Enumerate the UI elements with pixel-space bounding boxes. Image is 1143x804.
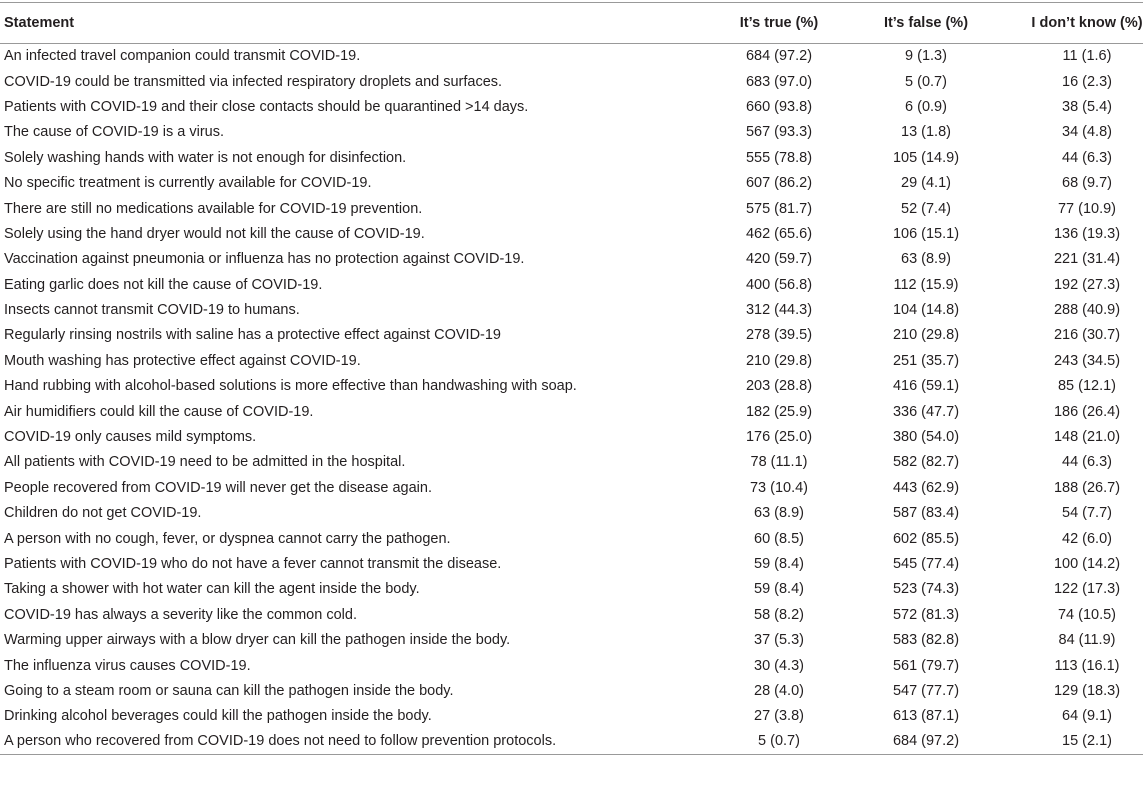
cell-dont-know: 186 (26.4)	[1053, 403, 1121, 420]
cell-its-false: 380 (54.0)	[892, 429, 960, 446]
cell-dont-know: 44 (6.3)	[1062, 454, 1112, 471]
cell-its-true: 462 (65.6)	[745, 225, 813, 242]
table-row	[0, 475, 1143, 500]
cell-its-false: 13 (1.8)	[901, 124, 951, 141]
cell-dont-know: 188 (26.7)	[1053, 479, 1121, 496]
cell-dont-know: 15 (2.1)	[981, 729, 1143, 754]
cell-its-false: 210 (29.8)	[892, 327, 960, 344]
cell-its-false: 561 (79.7)	[892, 657, 960, 674]
cell-statement: No specific treatment is currently available for COVID-19.	[4, 175, 372, 192]
cell-its-false: 602 (85.5)	[892, 530, 960, 547]
table-row	[0, 653, 1143, 678]
cell-its-true: 567 (93.3)	[745, 124, 813, 141]
header-its-true: It’s true (%)	[657, 3, 827, 44]
cell-dont-know: 288 (40.9)	[1053, 302, 1121, 319]
table-row	[0, 399, 1143, 424]
cell-its-true: 555 (78.8)	[745, 149, 813, 166]
cell-statement: COVID-19 could be transmitted via infected respiratory droplets and surfaces.	[4, 73, 503, 90]
cell-its-true: 660 (93.8)	[745, 98, 813, 115]
header-its-false: It’s false (%)	[827, 3, 981, 44]
cell-its-true: 37 (5.3)	[754, 632, 804, 649]
cell-its-true: 210 (29.8)	[745, 352, 813, 369]
cell-its-false: 416 (59.1)	[892, 378, 960, 395]
cell-its-true: 203 (28.8)	[745, 378, 813, 395]
cell-its-false: 547 (77.7)	[892, 682, 960, 699]
cell-its-false: 684 (97.2)	[827, 729, 981, 754]
table-row	[0, 221, 1143, 246]
table-row	[0, 247, 1143, 272]
cell-statement: Mouth washing has protective effect against COVID-19.	[4, 352, 361, 369]
table-row	[0, 196, 1143, 221]
cell-dont-know: 84 (11.9)	[1058, 632, 1116, 649]
cell-its-true: 73 (10.4)	[749, 479, 809, 496]
statements-table	[0, 2, 1143, 755]
cell-its-false: 105 (14.9)	[892, 149, 960, 166]
cell-dont-know: 44 (6.3)	[1062, 149, 1112, 166]
cell-its-true: 60 (8.5)	[754, 530, 804, 547]
table-row	[0, 170, 1143, 195]
header-statement: Statement	[0, 3, 657, 44]
cell-statement: Regularly rinsing nostrils with saline has a protective effect against COVID-19	[4, 327, 501, 344]
cell-its-true: 312 (44.3)	[745, 302, 813, 319]
cell-its-false: 545 (77.4)	[892, 556, 960, 572]
cell-its-true: 176 (25.0)	[745, 429, 813, 446]
cell-dont-know: 16 (2.3)	[1062, 73, 1112, 90]
cell-statement: Solely washing hands with water is not enough for disinfection.	[4, 149, 407, 166]
table-row	[0, 526, 1143, 551]
cell-dont-know: 216 (30.7)	[1053, 327, 1121, 344]
cell-statement: Going to a steam room or sauna can kill the pathogen inside the body.	[4, 682, 454, 699]
cell-its-false: 572 (81.3)	[892, 606, 960, 623]
cell-its-false: 5 (0.7)	[905, 73, 947, 90]
cell-statement: There are still no medications available for COVID-19 prevention.	[4, 200, 423, 217]
cell-its-false: 523 (74.3)	[892, 581, 960, 598]
cell-dont-know: 68 (9.7)	[1062, 175, 1112, 192]
cell-its-true: 182 (25.9)	[745, 403, 813, 420]
cell-dont-know: 38 (5.4)	[1062, 98, 1112, 115]
cell-dont-know: 243 (34.5)	[1053, 352, 1121, 369]
cell-statement: COVID-19 only causes mild symptoms.	[4, 429, 257, 446]
cell-its-true: 27 (3.8)	[754, 708, 804, 725]
cell-its-false: 29 (4.1)	[901, 175, 951, 192]
cell-statement: A person with no cough, fever, or dyspnea cannot carry the pathogen.	[4, 530, 451, 547]
cell-its-false: 63 (8.9)	[901, 251, 951, 268]
cell-its-false: 613 (87.1)	[892, 708, 960, 725]
cell-its-false: 251 (35.7)	[892, 352, 960, 369]
cell-statement: Vaccination against pneumonia or influenza has no protection against COVID-19.	[4, 251, 525, 268]
cell-its-false: 336 (47.7)	[892, 403, 960, 420]
cell-dont-know: 64 (9.1)	[1062, 708, 1112, 725]
cell-dont-know: 77 (10.9)	[1057, 200, 1117, 217]
cell-statement: An infected travel companion could transmit COVID-19.	[4, 48, 361, 65]
cell-its-false: 583 (82.8)	[892, 632, 960, 649]
cell-statement: Patients with COVID-19 and their close contacts should be quarantined >14 days.	[4, 98, 529, 115]
cell-dont-know: 11 (1.6)	[1062, 48, 1112, 65]
table-row	[0, 627, 1143, 652]
cell-its-false: 6 (0.9)	[905, 98, 947, 115]
table-row	[0, 348, 1143, 373]
header-dont-know: I don’t know (%)	[981, 3, 1143, 44]
cell-its-false: 587 (83.4)	[892, 505, 960, 522]
cell-its-true: 684 (97.2)	[745, 48, 813, 65]
cell-statement: Drinking alcohol beverages could kill the pathogen inside the body.	[4, 708, 432, 725]
table-row	[0, 551, 1143, 576]
cell-its-true: 28 (4.0)	[754, 682, 804, 699]
cell-statement: A person who recovered from COVID-19 does not need to follow prevention protocols.	[0, 729, 657, 754]
cell-its-true: 78 (11.1)	[750, 454, 808, 471]
cell-its-false: 582 (82.7)	[892, 454, 960, 471]
cell-dont-know: 34 (4.8)	[1062, 124, 1112, 141]
cell-its-true: 59 (8.4)	[754, 581, 804, 598]
table-row	[0, 729, 1143, 754]
cell-its-true: 683 (97.0)	[745, 73, 813, 90]
table-row	[0, 501, 1143, 526]
cell-its-false: 112 (15.9)	[893, 276, 959, 293]
table-row	[0, 69, 1143, 94]
table-row	[0, 120, 1143, 145]
cell-statement: The influenza virus causes COVID-19.	[4, 657, 251, 674]
cell-dont-know: 74 (10.5)	[1057, 606, 1117, 623]
cell-statement: Insects cannot transmit COVID-19 to humans.	[4, 302, 300, 319]
cell-dont-know: 122 (17.3)	[1053, 581, 1121, 598]
table-row	[0, 450, 1143, 475]
cell-statement: Solely using the hand dryer would not kill the cause of COVID-19.	[4, 225, 425, 242]
cell-its-true: 575 (81.7)	[745, 200, 813, 217]
table-row	[0, 272, 1143, 297]
table-row	[0, 297, 1143, 322]
cell-statement: Taking a shower with hot water can kill the agent inside the body.	[4, 581, 420, 598]
cell-dont-know: 85 (12.1)	[1057, 378, 1117, 395]
table-row	[0, 424, 1143, 449]
cell-dont-know: 54 (7.7)	[1062, 505, 1112, 522]
cell-dont-know: 221 (31.4)	[1053, 251, 1121, 268]
cell-statement: COVID-19 has always a severity like the common cold.	[4, 606, 357, 623]
cell-its-true: 63 (8.9)	[754, 505, 804, 522]
cell-its-false: 104 (14.8)	[892, 302, 960, 319]
cell-dont-know: 129 (18.3)	[1053, 682, 1121, 699]
cell-its-true: 59 (8.4)	[754, 556, 804, 572]
cell-dont-know: 100 (14.2)	[1053, 556, 1121, 572]
cell-its-false: 9 (1.3)	[905, 48, 947, 65]
cell-its-false: 52 (7.4)	[901, 200, 951, 217]
cell-its-true: 420 (59.7)	[745, 251, 813, 268]
table-row	[0, 678, 1143, 703]
table-row	[0, 145, 1143, 170]
table-row	[0, 374, 1143, 399]
table-row	[0, 44, 1143, 69]
cell-its-false: 443 (62.9)	[892, 479, 960, 496]
cell-its-true: 400 (56.8)	[745, 276, 813, 293]
table-body	[0, 44, 1143, 755]
table-row	[0, 94, 1143, 119]
cell-its-true: 58 (8.2)	[754, 606, 804, 623]
cell-its-true: 278 (39.5)	[745, 327, 813, 344]
table-row	[0, 323, 1143, 348]
cell-statement: The cause of COVID-19 is a virus.	[4, 124, 224, 141]
cell-its-false: 106 (15.1)	[892, 225, 960, 242]
cell-its-true: 607 (86.2)	[745, 175, 813, 192]
table-row	[0, 602, 1143, 627]
cell-statement: Eating garlic does not kill the cause of COVID-19.	[4, 276, 323, 293]
cell-statement: Hand rubbing with alcohol-based solutions is more effective than handwashing with soap.	[4, 378, 577, 395]
cell-its-true: 30 (4.3)	[754, 657, 804, 674]
cell-statement: People recovered from COVID-19 will never get the disease again.	[4, 479, 432, 496]
cell-dont-know: 136 (19.3)	[1053, 225, 1121, 242]
table-container	[0, 2, 1143, 755]
cell-statement: Patients with COVID-19 who do not have a fever cannot transmit the disease.	[4, 556, 502, 572]
cell-dont-know: 42 (6.0)	[1062, 530, 1112, 547]
cell-statement: Warming upper airways with a blow dryer can kill the pathogen inside the body.	[4, 632, 511, 649]
cell-statement: All patients with COVID-19 need to be admitted in the hospital.	[4, 454, 406, 471]
table-row	[0, 704, 1143, 729]
cell-dont-know: 192 (27.3)	[1053, 276, 1121, 293]
cell-its-true: 5 (0.7)	[657, 729, 827, 754]
table-header-row	[0, 3, 1143, 44]
cell-dont-know: 113 (16.1)	[1054, 657, 1120, 674]
table-row	[0, 577, 1143, 602]
cell-statement: Children do not get COVID-19.	[4, 505, 202, 522]
cell-dont-know: 148 (21.0)	[1053, 429, 1121, 446]
cell-statement: Air humidifiers could kill the cause of COVID-19.	[4, 403, 314, 420]
